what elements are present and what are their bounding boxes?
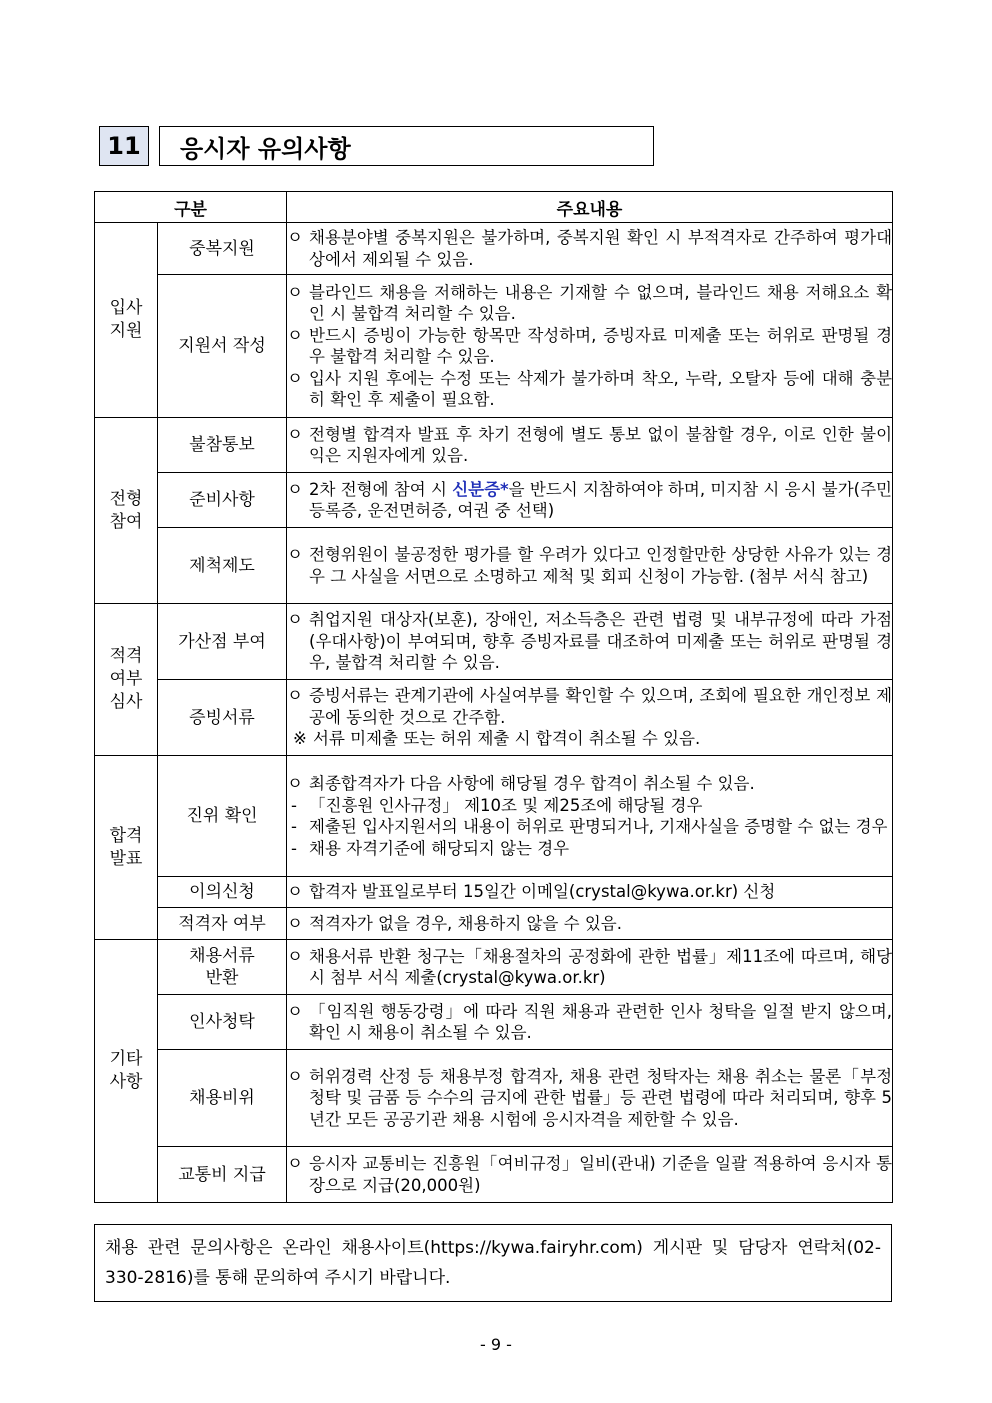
bullet-text: 취업지원 대상자(보훈), 장애인, 저소득층은 관련 법령 및 내부규정에 따라 가점(우대사항)이 부여되며, 향후 증빙자료를 대조하여 미제출 또는 허위로 판명될 경우, 불합격 처리할 수 있음.: [309, 610, 893, 673]
bullet-marker: ㅇ: [287, 774, 303, 793]
bullet-marker: ㅇ: [287, 1154, 303, 1173]
bullet-item: [287, 424, 892, 467]
bullet-marker: ㅇ: [287, 913, 303, 933]
bullet-item: [287, 685, 892, 728]
note-text: 서류 미제출 또는 허위 제출 시 합격이 취소될 수 있음.: [313, 729, 701, 749]
subcategory-cell: 제척제도: [158, 528, 287, 604]
subcategory-cell: 채용서류 반환: [158, 940, 287, 995]
subcategory-cell: 중복지원: [158, 223, 287, 275]
bullet-item: [287, 609, 892, 674]
content-cell: [287, 528, 893, 604]
content-cell: [287, 877, 893, 908]
subcategory-cell: 적격자 여부: [158, 908, 287, 940]
subcategory-cell: 인사청탁: [158, 995, 287, 1050]
table-row: [95, 940, 893, 995]
dash-text: 채용 자격기준에 해당되지 않는 경우: [309, 838, 570, 858]
bullet-text: [309, 479, 892, 522]
content-cell: [287, 995, 893, 1050]
table-header-row: [95, 192, 893, 223]
section-number: 11: [99, 126, 149, 166]
category-cell: 전형 참여: [95, 418, 158, 604]
table-row: [95, 473, 893, 528]
note-marker: ※: [293, 729, 307, 749]
bullet-marker: ㅇ: [287, 1066, 303, 1086]
content-cell: [287, 604, 893, 680]
category-cell: 기타 사항: [95, 940, 158, 1203]
content-cell: [287, 418, 893, 473]
table-row: [95, 995, 893, 1050]
content-cell: [287, 223, 893, 275]
section-title: 응시자 유의사항: [159, 126, 654, 166]
subcategory-cell: 증빙서류: [158, 680, 287, 756]
dash-marker: -: [291, 838, 297, 858]
bullet-marker: ㅇ: [287, 686, 303, 706]
bullet-item: [287, 282, 892, 325]
bullet-text: 최종합격자가 다음 사항에 해당될 경우 합격이 취소될 수 있음.: [309, 774, 755, 793]
page-number: - 9 -: [480, 1335, 512, 1354]
dash-item: [287, 838, 892, 860]
content-cell: [287, 275, 893, 418]
table-row: [95, 877, 893, 908]
content-cell: [287, 473, 893, 528]
subcategory-cell: 채용비위: [158, 1050, 287, 1147]
bullet-marker: ㅇ: [287, 228, 303, 247]
table-row: [95, 223, 893, 275]
subcategory-cell: 가산점 부여: [158, 604, 287, 680]
text-segment: 2차 전형에 참여 시: [309, 479, 453, 499]
bullet-item: [287, 773, 892, 795]
notice-table: [94, 191, 893, 1203]
table-row: [95, 1147, 893, 1203]
note-item: [287, 728, 892, 750]
bullet-item: [287, 881, 892, 903]
bullet-marker: ㅇ: [287, 610, 303, 630]
contact-notice: 채용 관련 문의사항은 온라인 채용사이트(https://kywa.fairyhr.com) 게시판 및 담당자 연락처(02-330-2816)를 통해 문의하여 주시기 바랍니다.: [94, 1224, 892, 1302]
subcategory-cell: 지원서 작성: [158, 275, 287, 418]
subcategory-cell: 교통비 지급: [158, 1147, 287, 1203]
bullet-text: 적격자가 없을 경우, 채용하지 않을 수 있음.: [309, 913, 622, 933]
table-row: [95, 1050, 893, 1147]
bullet-item: [287, 1153, 892, 1196]
bullet-text: 채용분야별 중복지원은 불가하며, 중복지원 확인 시 부적격자로 간주하여 평가대상에서 제외될 수 있음.: [309, 228, 893, 269]
content-cell: [287, 940, 893, 995]
dash-item: [287, 816, 892, 838]
bullet-item: [287, 1001, 892, 1044]
bullet-item: [287, 946, 892, 989]
bullet-item: [287, 1066, 892, 1131]
bullet-marker: ㅇ: [287, 368, 303, 388]
bullet-item: [287, 479, 892, 522]
table-row: [95, 756, 893, 877]
bullet-text: 합격자 발표일로부터 15일간 이메일(crystal@kywa.or.kr) 신청: [309, 882, 776, 902]
table-row: [95, 908, 893, 940]
bullet-item: [287, 368, 892, 411]
bullet-item: [287, 913, 892, 935]
bullet-marker: ㅇ: [287, 325, 303, 345]
content-cell: [287, 680, 893, 756]
bullet-marker: ㅇ: [287, 479, 303, 499]
bullet-text: 허위경력 산정 등 채용부정 합격자, 채용 관련 청탁자는 채용 취소는 물론「부정청탁 및 금품 등 수수의 금지에 관한 법률」등 관련 법령에 따라 처리되며, 향후 5년간 모든 공공기관 채용 시험에 응시자격을 제한할 수 있음.: [309, 1066, 893, 1129]
bullet-text: 블라인드 채용을 저해하는 내용은 기재할 수 없으며, 블라인드 채용 저해요소 확인 시 불합격 처리할 수 있음.: [309, 282, 893, 323]
bullet-text: 반드시 증빙이 가능한 항목만 작성하며, 증빙자료 미제출 또는 허위로 판명될 경우 불합격 처리할 수 있음.: [309, 325, 893, 366]
table-row: [95, 528, 893, 604]
bullet-marker: ㅇ: [287, 1001, 303, 1021]
table-row: [95, 418, 893, 473]
subcategory-cell: 준비사항: [158, 473, 287, 528]
bullet-text: 응시자 교통비는 진흥원「여비규정」일비(관내) 기준을 일괄 적용하여 응시자 통장으로 지급(20,000원): [309, 1154, 893, 1195]
table-row: [95, 680, 893, 756]
bullet-marker: ㅇ: [287, 946, 303, 966]
bullet-marker: ㅇ: [287, 882, 303, 902]
dash-text: 제출된 입사지원서의 내용이 허위로 판명되거나, 기재사실을 증명할 수 없는 경우: [309, 817, 888, 836]
subcategory-cell: 진위 확인: [158, 756, 287, 877]
category-cell: 입사 지원: [95, 223, 158, 418]
bullet-text: 전형별 합격자 발표 후 차기 전형에 별도 통보 없이 불참할 경우, 이로 인한 불이익은 지원자에게 있음.: [309, 424, 893, 465]
dash-text: 「진흥원 인사규정」 제10조 및 제25조에 해당될 경우: [309, 795, 703, 815]
content-cell: [287, 1050, 893, 1147]
bullet-item: [287, 544, 892, 587]
id-card-highlight: 신분증*: [452, 479, 509, 499]
dash-item: [287, 795, 892, 817]
header-category: 구분: [95, 192, 287, 223]
bullet-text: 「임직원 행동강령」에 따라 직원 채용과 관련한 인사 청탁을 일절 받지 않으며, 확인 시 채용이 취소될 수 있음.: [309, 1001, 893, 1042]
dash-marker: -: [291, 817, 297, 836]
bullet-text: 전형위원이 불공정한 평가를 할 우려가 있다고 인정할만한 상당한 사유가 있는 경우 그 사실을 서면으로 소명하고 제척 및 회피 신청이 가능함. (첨부 서식 참고): [309, 545, 893, 586]
category-cell: 합격 발표: [95, 756, 158, 940]
bullet-text: 채용서류 반환 청구는「채용절차의 공정화에 관한 법률」제11조에 따르며, 해당 시 첨부 서식 제출(crystal@kywa.or.kr): [309, 946, 893, 987]
bullet-item: [287, 325, 892, 368]
bullet-item: [287, 227, 892, 270]
bullet-text: 증빙서류는 관계기관에 사실여부를 확인할 수 있으며, 조회에 필요한 개인정보 제공에 동의한 것으로 간주함.: [309, 686, 893, 727]
table-row: [95, 275, 893, 418]
content-cell: [287, 756, 893, 877]
header-content: 주요내용: [287, 192, 893, 223]
category-cell: 적격 여부 심사: [95, 604, 158, 756]
dash-marker: -: [291, 795, 297, 815]
content-cell: [287, 1147, 893, 1203]
text-segment: 을 반드시 지참하여야 하며, 미지참 시 응시 불가(주민등록증, 운전면허증, 여권 중 선택): [309, 479, 893, 520]
bullet-marker: ㅇ: [287, 424, 303, 444]
subcategory-cell: 불참통보: [158, 418, 287, 473]
subcategory-cell: 이의신청: [158, 877, 287, 908]
bullet-text: 입사 지원 후에는 수정 또는 삭제가 불가하며 착오, 누락, 오탈자 등에 대해 충분히 확인 후 제출이 필요함.: [309, 368, 893, 409]
bullet-marker: ㅇ: [287, 282, 303, 302]
table-row: [95, 604, 893, 680]
bullet-marker: ㅇ: [287, 545, 303, 564]
content-cell: [287, 908, 893, 940]
